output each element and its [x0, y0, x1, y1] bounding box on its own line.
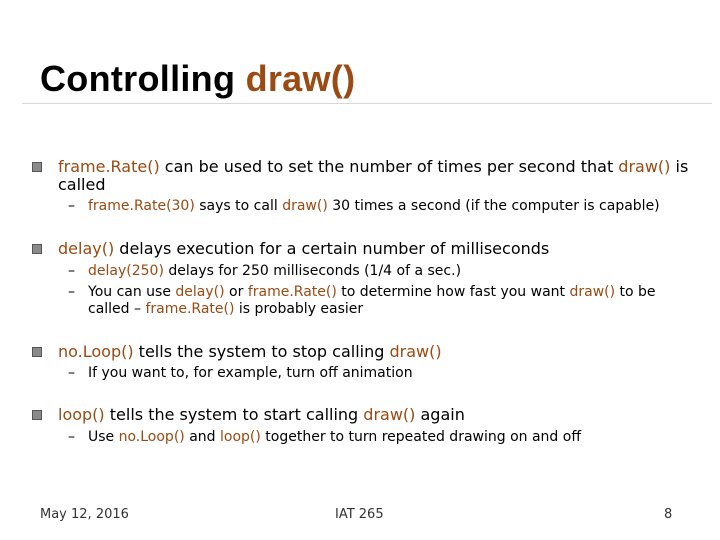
title-divider: [22, 103, 712, 104]
slide-title: [40, 58, 355, 100]
dash-bullet-icon: –: [68, 365, 75, 381]
slide-number: 8: [664, 507, 673, 522]
square-bullet-icon: [32, 162, 42, 172]
square-bullet-icon: [32, 347, 42, 357]
sub-bullet-text: You can use delay() or frame.Rate() to determine how fast you want draw() to be called – frame.Rate() is probably easier: [88, 284, 656, 317]
dash-bullet-icon: –: [68, 263, 75, 279]
bullet-text: delay() delays execution for a certain number of milliseconds: [58, 239, 550, 258]
footer-date: May 12, 2016: [40, 507, 129, 522]
sub-bullet-text: frame.Rate(30) says to call draw() 30 times a second (if the computer is capable): [88, 198, 660, 214]
title-code: draw(): [245, 58, 356, 99]
sub-bullet-text: If you want to, for example, turn off animation: [88, 365, 413, 381]
dash-bullet-icon: –: [68, 284, 75, 300]
bullet-text: loop() tells the system to start calling draw() again: [58, 405, 465, 424]
sub-bullet-text: delay(250) delays for 250 milliseconds (1/4 of a sec.): [88, 263, 462, 279]
bullet-text: no.Loop() tells the system to stop calling draw(): [58, 342, 442, 361]
square-bullet-icon: [32, 244, 42, 254]
dash-bullet-icon: –: [68, 429, 75, 445]
bullet-text: frame.Rate() can be used to set the number of times per second that draw() is called: [58, 157, 689, 194]
footer-course: IAT 265: [335, 507, 384, 522]
square-bullet-icon: [32, 410, 42, 420]
sub-bullet-text: Use no.Loop() and loop() together to turn repeated drawing on and off: [88, 429, 581, 445]
title-text: Controlling: [40, 58, 246, 99]
dash-bullet-icon: –: [68, 198, 75, 214]
